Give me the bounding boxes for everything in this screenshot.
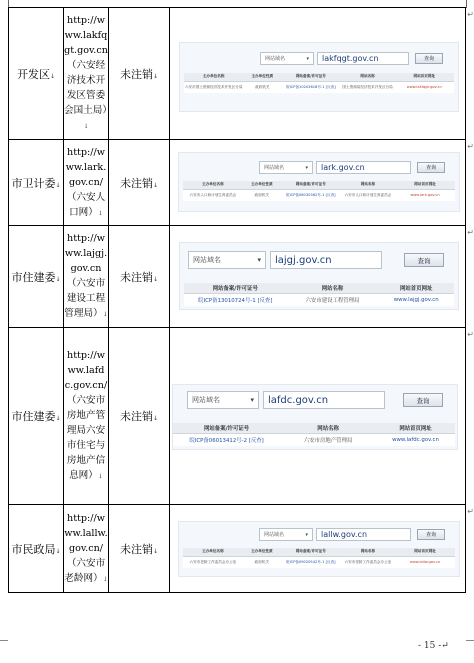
screenshot-panel: [178, 152, 460, 212]
domain-select: 网站域名 ▾: [259, 528, 313, 541]
table-row: [9, 140, 466, 226]
screenshot-panel: [172, 384, 458, 450]
query-button: 查询: [417, 529, 445, 540]
query-button: 查询: [415, 53, 443, 64]
query-button: 查询: [404, 253, 444, 267]
screenshot-cell: ↵ 网站域名 ▾ lallw.gov.cn 查询 主办单位名称 主办单位性质 网站备案/许可证号 网站名称 网站首页网址 六安市老龄工作委员会办公室 政府机关 皖ICP备09020542号-1 [反查] 六安市老龄工作委员会办公室 www.lallw.gov.cn: [170, 505, 466, 593]
unit-cell: 市卫计委↓: [9, 140, 64, 226]
domain-input: lark.gov.cn: [316, 161, 411, 174]
query-button: 查询: [403, 393, 443, 407]
url-cell: http://www.lallw.gov.cn/（六安市老龄网）↓: [64, 505, 109, 593]
table-row: [9, 8, 466, 140]
domain-input: lajgj.gov.cn: [270, 251, 382, 269]
crop-mark-top-right: [466, 0, 474, 8]
domain-select: 网站域名 ▾: [259, 161, 313, 174]
url-cell: http://www.lafdc.gov.cn/（六安市房地产管理局六安市住宅与房地产信息网）↓: [64, 328, 109, 505]
unit-cell: 市民政局↓: [9, 505, 64, 593]
unit-cell: 市住建委↓: [9, 328, 64, 505]
domain-input: lafdc.gov.cn: [263, 391, 385, 409]
table-row: [9, 328, 466, 505]
table-row: [9, 505, 466, 593]
query-button: 查询: [417, 162, 445, 173]
page-number: - 15 -↵: [418, 641, 449, 651]
status-cell: 未注销↓: [109, 505, 170, 593]
screenshot-cell: ↵ 网站域名 ▾ lafdc.gov.cn 查询 网站备案/许可证号 网站名称 网站首页网址 皖ICP备06013412号-2 [反查] 六安市房地产管理局 www.lafdc.gov.cn: [170, 328, 466, 505]
screenshot-panel: [178, 521, 460, 577]
unit-cell: 市住建委↓: [9, 226, 64, 328]
unit-cell: 开发区↓: [9, 8, 64, 140]
screenshot-cell: ↵ 网站域名 ▾ lajgj.gov.cn 查询 网站备案/许可证号 网站名称 网站首页网址 皖ICP备13010724号-1 [反查] 六安市建设工程管理局 www.lajgj.gov.cn: [170, 226, 466, 328]
table-row: [9, 226, 466, 328]
domain-input: lallw.gov.cn: [316, 528, 411, 541]
domain-select: 网站域名 ▾: [188, 251, 266, 269]
url-cell: http://www.lark.gov.cn/（六安人口网）↓: [64, 140, 109, 226]
screenshot-cell: ↵ 网站域名 ▾ lakfqgt.gov.cn 查询 主办单位名称 主办单位性质 网站备案/许可证号 网站名称 网站首页网址 六安市国土资源经济技术开发区分局 政府机关 皖ICP备10203618号-1 [反查] 国土资源局经济技术开发区分局 www.lakfqgt.gov.cn: [170, 8, 466, 140]
domain-select: 网站域名 ▾: [187, 391, 259, 409]
status-cell: 未注销↓: [109, 140, 170, 226]
footer-rule-left: [0, 640, 8, 641]
status-cell: 未注销↓: [109, 226, 170, 328]
screenshot-panel: [179, 42, 459, 112]
record-table: 主办单位名称 主办单位性质 网站备案/许可证号 网站名称 网站首页网址 六安市人口和计划生育委员会 政府机关 皖ICP备08030362号-1 [反查] 六安市人口和计划生育委员会 www.lark.gov.cn: [183, 181, 455, 201]
url-cell: http://www.lakfqgt.gov.cn（六安经济技术开发区管委会国土局）↓: [64, 8, 109, 140]
record-table: 主办单位名称 主办单位性质 网站备案/许可证号 网站名称 网站首页网址 六安市国土资源经济技术开发区分局 政府机关 皖ICP备10203618号-1 [反查] 国土资源局经济技术开发区分局 www.lakfqgt.gov.cn: [184, 73, 454, 93]
record-table: 网站备案/许可证号 网站名称 网站首页网址 皖ICP备06013412号-2 [反查] 六安市房地产管理局 www.lafdc.gov.cn: [173, 423, 455, 446]
footer-rule-right: [466, 640, 474, 641]
status-cell: 未注销↓: [109, 8, 170, 140]
record-table: 网站备案/许可证号 网站名称 网站首页网址 皖ICP备13010724号-1 [反查] 六安市建设工程管理局 www.lajgj.gov.cn: [184, 283, 454, 306]
screenshot-cell: ↵ 网站域名 ▾ lark.gov.cn 查询 主办单位名称 主办单位性质 网站备案/许可证号 网站名称 网站首页网址 六安市人口和计划生育委员会 政府机关 皖ICP备08030362号-1 [反查] 六安市人口和计划生育委员会 www.lark.gov.cn: [170, 140, 466, 226]
website-table: [8, 7, 474, 593]
record-table: 主办单位名称 主办单位性质 网站备案/许可证号 网站名称 网站首页网址 六安市老龄工作委员会办公室 政府机关 皖ICP备09020542号-1 [反查] 六安市老龄工作委员会办公室 www.lallw.gov.cn: [183, 548, 455, 568]
domain-input: lakfqgt.gov.cn: [317, 52, 409, 65]
url-cell: http://www.lajgj.gov.cn（六安市建设工程管理局）↓: [64, 226, 109, 328]
status-cell: 未注销↓: [109, 328, 170, 505]
screenshot-panel: [179, 242, 459, 310]
domain-select: 网站域名 ▾: [260, 52, 314, 65]
